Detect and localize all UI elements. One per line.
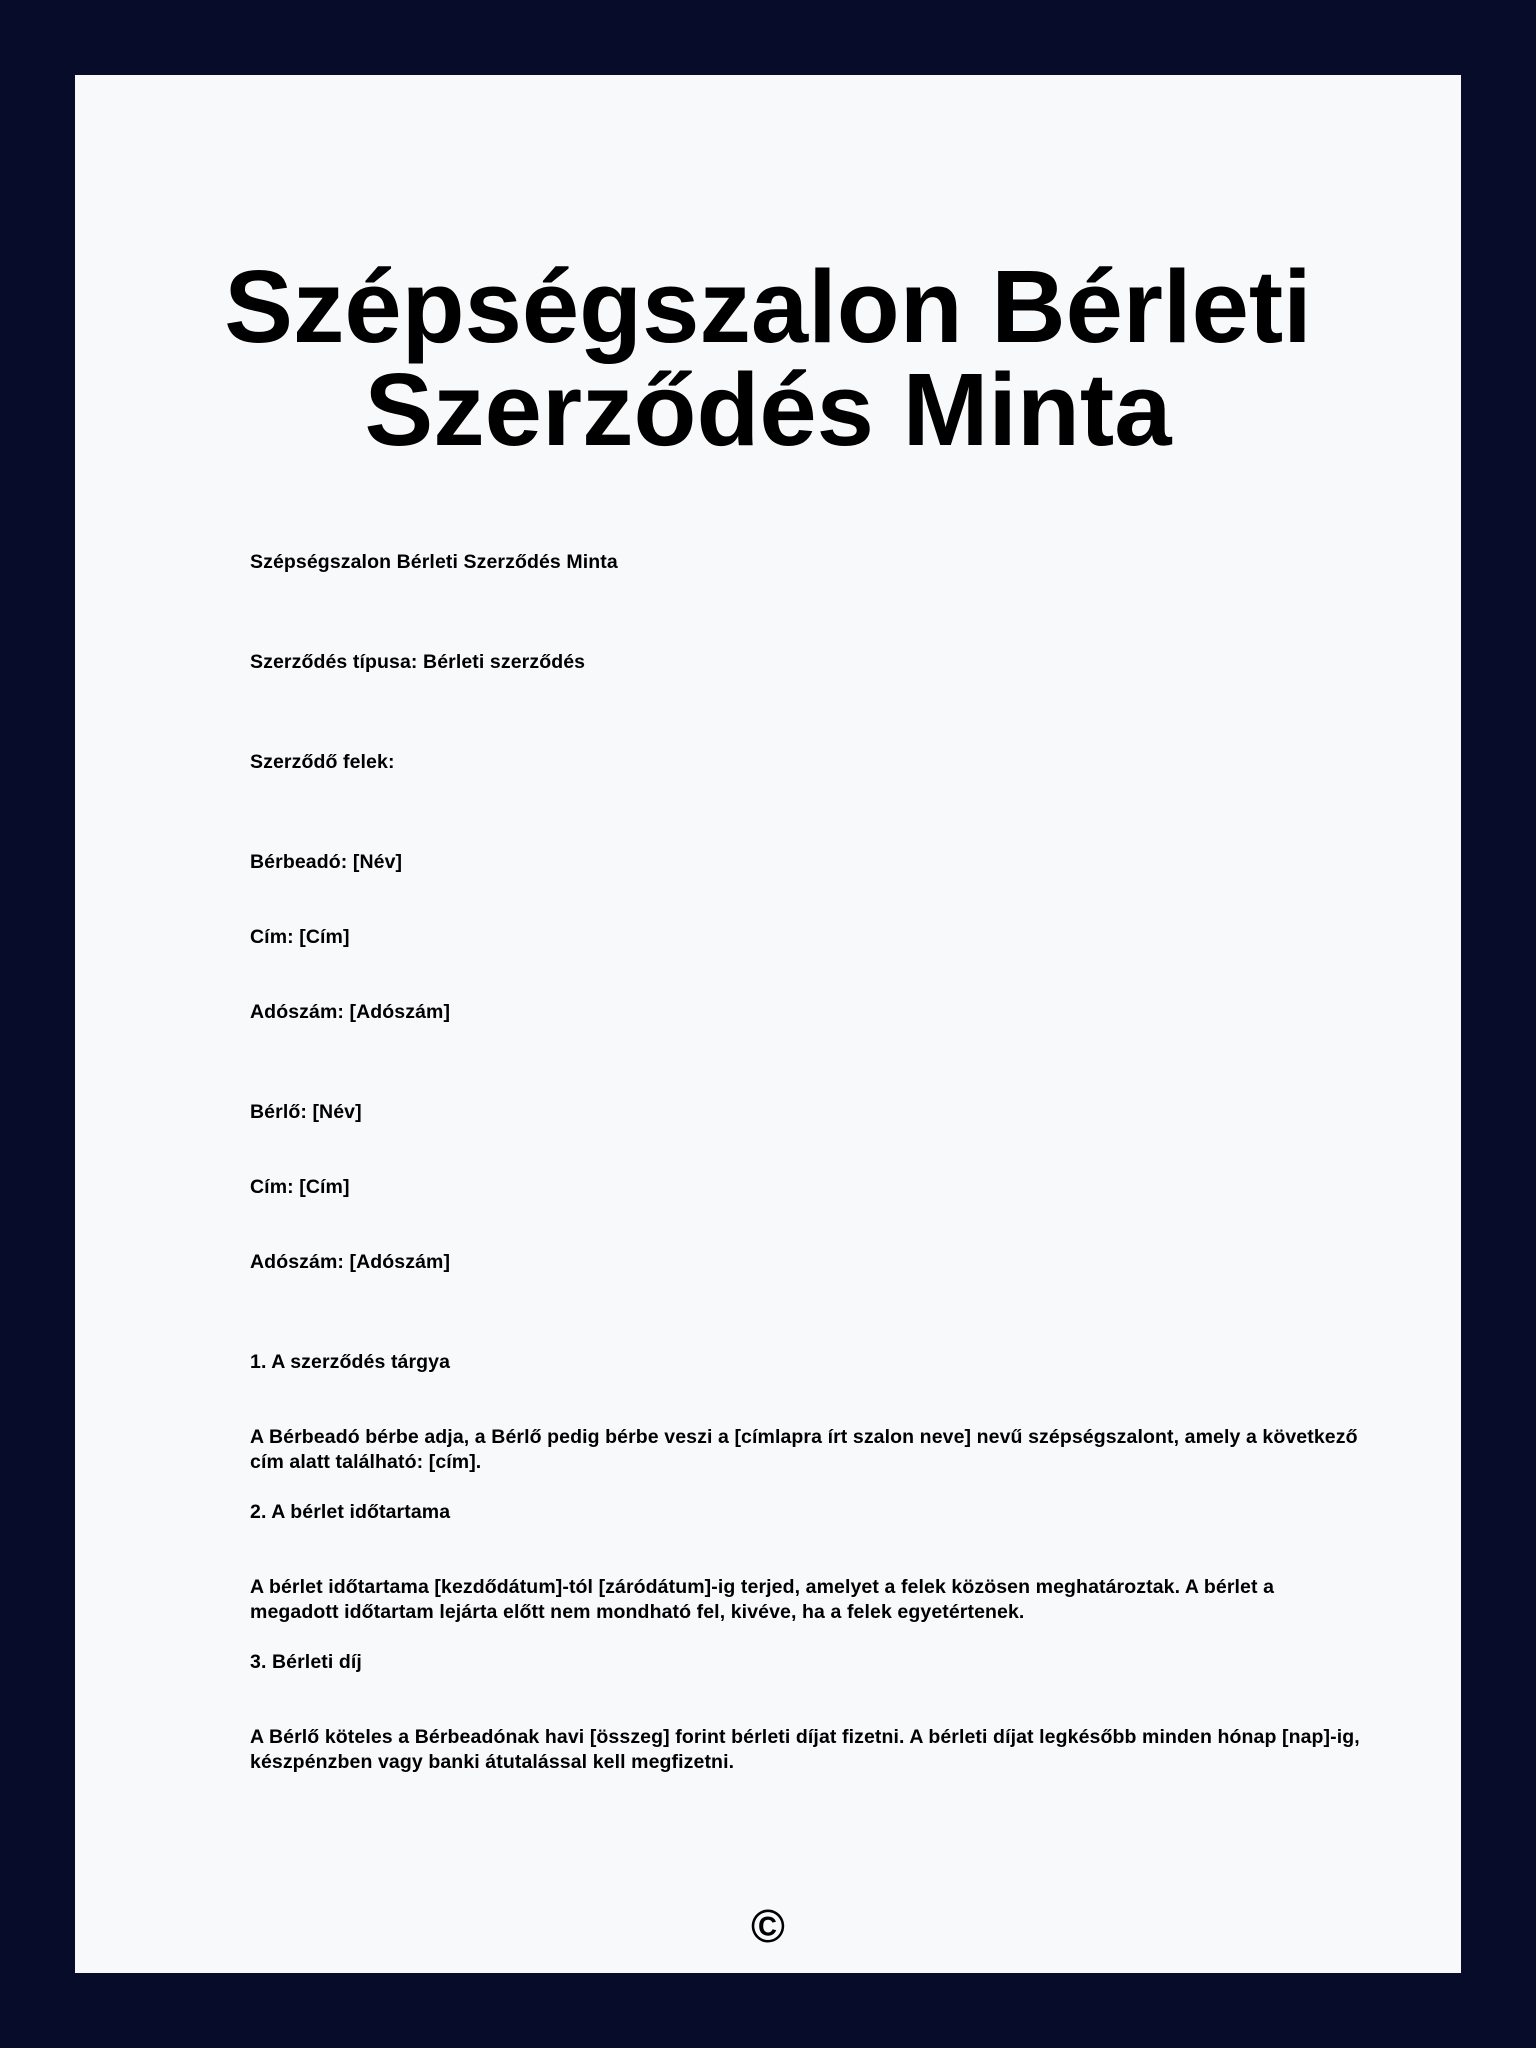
landlord-name: Bérbeadó: [Név] — [250, 851, 403, 873]
landlord-address: Cím: [Cím] — [250, 926, 350, 948]
section-3-heading: 3. Bérleti díj — [250, 1651, 362, 1673]
tenant-address: Cím: [Cím] — [250, 1176, 350, 1198]
section-3-body: A Bérlő köteles a Bérbeadónak havi [összeg] forint bérleti díjat fizetni. A bérleti díjat legkésőbb minden hónap [nap]-ig, készpénzben vagy banki átutalással kell megfizetni. — [250, 1726, 1360, 1773]
document-title-line-2: Szerződés Minta — [364, 352, 1172, 467]
section-2-heading: 2. A bérlet időtartama — [250, 1501, 451, 1523]
section-2-body: A bérlet időtartama [kezdődátum]-tól [záródátum]-ig terjed, amelyet a felek közösen meghatároztak. A bérlet a megadott időtartam lejárta előtt nem mondható fel, kivéve, ha a felek egyetértenek. — [250, 1576, 1275, 1623]
document-title — [75, 249, 1461, 467]
section-1-body: A Bérbeadó bérbe adja, a Bérlő pedig bérbe veszi a [címlapra írt szalon neve] nevű szépségszalont, amely a következő cím alatt található: [cím]. — [250, 1426, 1358, 1473]
section-1-heading: 1. A szerződés tárgya — [250, 1351, 451, 1373]
copyright-icon: © — [751, 1900, 785, 1952]
landlord-tax-id: Adószám: [Adószám] — [250, 1001, 451, 1023]
document-subtitle: Szépségszalon Bérleti Szerződés Minta — [250, 551, 618, 573]
document-title-line-1: Szépségszalon Bérleti — [224, 249, 1312, 364]
tenant-name: Bérlő: [Név] — [250, 1101, 362, 1123]
document-page — [75, 75, 1461, 1973]
tenant-tax-id: Adószám: [Adószám] — [250, 1251, 451, 1273]
contract-type: Szerződés típusa: Bérleti szerződés — [250, 651, 586, 673]
parties-heading: Szerződő felek: — [250, 751, 395, 773]
